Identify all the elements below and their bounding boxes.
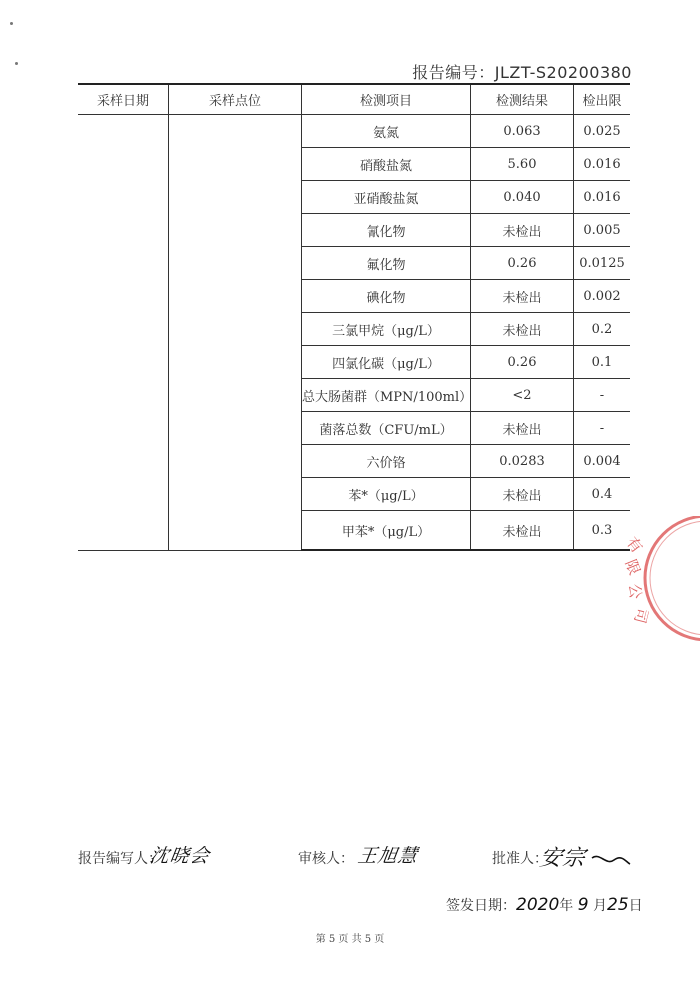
- scan-mark-1: [10, 22, 13, 25]
- table-row: [78, 115, 630, 148]
- reviewer-label: 审核人：: [298, 851, 354, 867]
- limit-cell: 0.2: [574, 313, 631, 346]
- item-cell: 氨氮: [302, 115, 471, 148]
- svg-text:有: 有: [622, 533, 647, 557]
- result-cell: 0.0283: [471, 445, 574, 478]
- item-cell: 六价铬: [302, 445, 471, 478]
- limit-cell: 0.4: [574, 478, 631, 511]
- header-test-item: 检测项目: [302, 84, 471, 115]
- issue-day: 25: [607, 895, 629, 915]
- result-cell: 未检出: [471, 280, 574, 313]
- item-cell: 四氯化碳（μg/L）: [302, 346, 471, 379]
- result-cell: 0.26: [471, 346, 574, 379]
- result-cell: 0.040: [471, 181, 574, 214]
- result-cell: 5.60: [471, 148, 574, 181]
- item-cell: 菌落总数（CFU/mL）: [302, 412, 471, 445]
- sampling-point-cell: [169, 115, 302, 551]
- item-cell: 氰化物: [302, 214, 471, 247]
- report-number: 报告编号：JLZT-S20200380: [412, 63, 632, 82]
- result-cell: 未检出: [471, 412, 574, 445]
- writer-label: 报告编写人：: [78, 851, 162, 867]
- item-cell: 碘化物: [302, 280, 471, 313]
- approver-signature: 安宗: [537, 846, 588, 871]
- limit-cell: 0.016: [574, 181, 631, 214]
- svg-text:公: 公: [625, 583, 645, 600]
- limit-cell: -: [574, 379, 631, 412]
- item-cell: 硝酸盐氮: [302, 148, 471, 181]
- issue-year-unit: 年: [559, 898, 574, 914]
- header-test-result: 检测结果: [471, 84, 574, 115]
- reviewer-signature: 王旭慧: [356, 845, 420, 867]
- item-cell: 亚硝酸盐氮: [302, 181, 471, 214]
- issue-date-label: 签发日期：: [446, 898, 516, 914]
- issue-date: [446, 895, 643, 915]
- result-cell: 未检出: [471, 478, 574, 511]
- writer-signature: 沈晓会: [148, 845, 212, 867]
- sampling-date-cell: [78, 115, 169, 551]
- limit-cell: 0.3: [574, 511, 631, 551]
- item-cell: 三氯甲烷（μg/L）: [302, 313, 471, 346]
- limit-cell: 0.016: [574, 148, 631, 181]
- limit-cell: 0.002: [574, 280, 631, 313]
- signature-flourish: [590, 848, 632, 868]
- item-cell: 氟化物: [302, 247, 471, 280]
- limit-cell: 0.004: [574, 445, 631, 478]
- company-seal-stamp: [612, 516, 700, 646]
- approver-label: 批准人：: [492, 851, 548, 867]
- limit-cell: 0.005: [574, 214, 631, 247]
- svg-text:司: 司: [630, 606, 652, 626]
- issue-day-unit: 日: [628, 898, 643, 914]
- svg-text:限: 限: [621, 556, 644, 578]
- result-cell: 0.26: [471, 247, 574, 280]
- limit-cell: 0.0125: [574, 247, 631, 280]
- result-cell: 未检出: [471, 214, 574, 247]
- issue-month: 9: [577, 895, 589, 915]
- limit-cell: -: [574, 412, 631, 445]
- item-cell: 总大肠菌群（MPN/100ml）: [302, 379, 471, 412]
- header-sampling-date: 采样日期: [78, 84, 169, 115]
- result-cell: 未检出: [471, 511, 574, 551]
- header-detection-limit: 检出限: [574, 84, 631, 115]
- results-table: [78, 83, 630, 551]
- issue-month-unit: 月: [593, 898, 607, 914]
- limit-cell: 0.025: [574, 115, 631, 148]
- limit-cell: 0.1: [574, 346, 631, 379]
- result-cell: <2: [471, 379, 574, 412]
- result-cell: 0.063: [471, 115, 574, 148]
- issue-year: 2020: [516, 895, 560, 915]
- table-header-row: [78, 84, 630, 115]
- header-sampling-point: 采样点位: [169, 84, 302, 115]
- item-cell: 苯*（μg/L）: [302, 478, 471, 511]
- page-footer: 第 5 页 共 5 页: [315, 934, 385, 945]
- item-cell: 甲苯*（μg/L）: [302, 511, 471, 551]
- result-cell: 未检出: [471, 313, 574, 346]
- scan-mark-2: [15, 62, 18, 65]
